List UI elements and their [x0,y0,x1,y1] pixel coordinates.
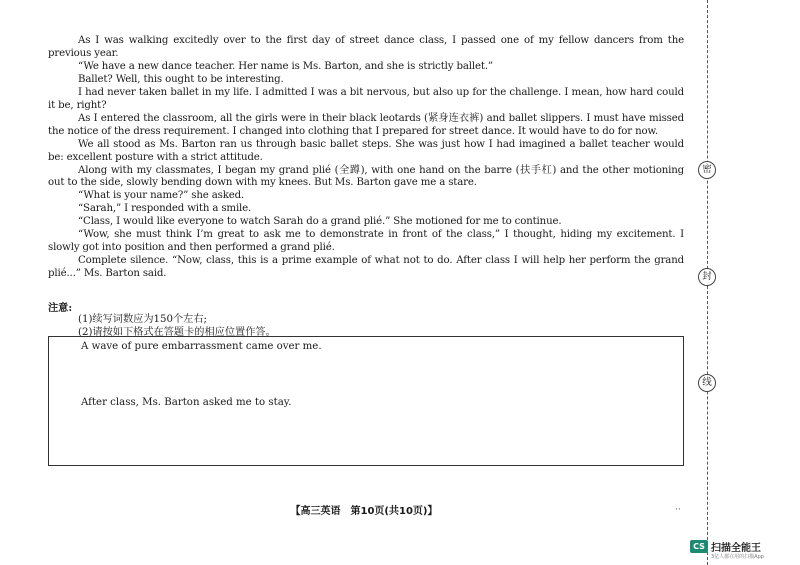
cs-logo-icon: CS [690,540,708,553]
seal-char-mi: 密 [698,161,716,179]
answer-box [48,336,684,466]
story-paragraph: As I entered the classroom, all the girls were in their black leotards (紧身连衣裤) and ballet slippers. I must have missed the notice of the dress requirement. I changed into clothing that I prepared for street dance. It would have to do for now. [48,112,684,137]
story-paragraph: As I was walking excitedly over to the first day of street dance class, I passed one of my fellow dancers from the previous year. [48,35,684,59]
scanner-watermark [690,538,796,562]
scanner-name: 扫描全能王 [711,543,761,554]
page-footer: 【高三英语 第10页(共10页)】 [290,506,438,517]
story-paragraph: “Wow, she must think I’m great to ask me to demonstrate in front of the class,” I thought, hiding my excitement. I slowly got into position and then performed a grand plié. [48,229,684,254]
seal-char-feng: 封 [698,268,716,286]
story-paragraph: We all stood as Ms. Barton ran us through basic ballet steps. She was just how I had imagined a ballet teacher would be: excellent posture with a strict attitude. [48,138,684,163]
footer-mark: ·· [675,505,681,515]
notes-section [48,302,276,339]
answer-prompt-first: A wave of pure embarrassment came over me. [81,341,322,352]
story-paragraph: “Sarah,” I responded with a smile. [78,203,252,215]
story-passage [48,35,684,281]
answer-prompt-second: After class, Ms. Barton asked me to stay. [81,397,292,408]
story-paragraph: “What is your name?” she asked. [78,190,245,202]
story-paragraph: Ballet? Well, this ought to be interesting. [78,73,284,85]
story-paragraph: Complete silence. “Now, class, this is a prime example of what not to do. After class I will help her perform the grand plié...” Ms. Barton said. [48,255,684,280]
story-paragraph: “Class, I would like everyone to watch Sarah do a grand plié.” She motioned for me to continue. [78,216,562,228]
seal-char-xian: 线 [698,374,716,392]
scanner-tagline: 3亿人都在用的扫描App [711,554,764,560]
story-paragraph: Along with my classmates, I began my grand plié (全蹲), with one hand on the barre (扶手杠) and the other motioning out to the side, slowly bending down with my knees. But Ms. Barton gave me a stare. [48,164,684,189]
notes-title: 注意: [48,302,73,314]
story-paragraph: I had never taken ballet in my life. I admitted I was a bit nervous, but also up for the challenge. I mean, how hard could it be, right? [48,86,684,111]
notes-item: (2)请按如下格式在答题卡的相应位置作答。 [78,326,276,338]
story-paragraph: “We have a new dance teacher. Her name is Ms. Barton, and she is strictly ballet.” [78,60,493,72]
notes-item: (1)续写词数应为150个左右; [78,314,207,326]
